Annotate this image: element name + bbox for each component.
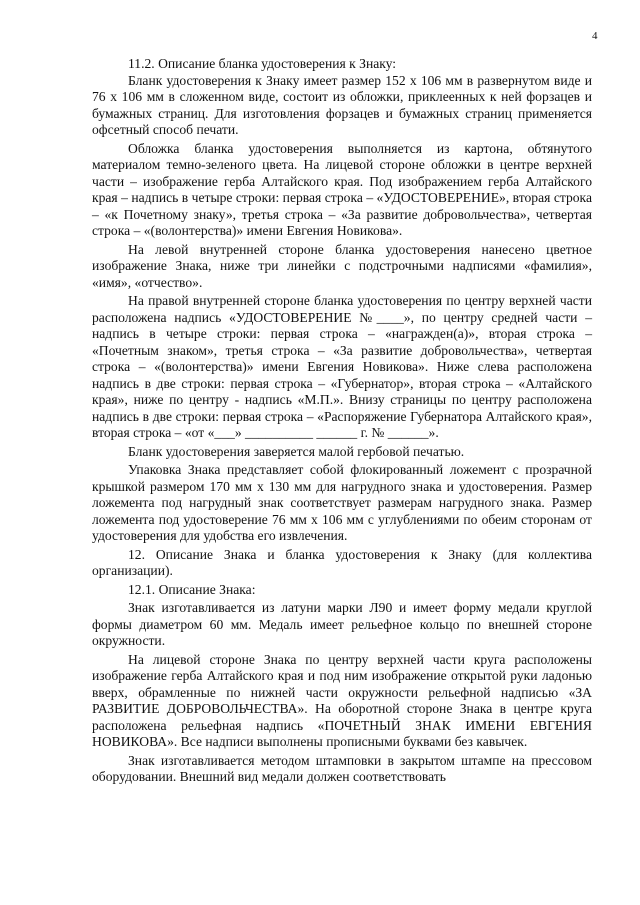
paragraph-packaging: Упаковка Знака представляет собой флокированный ложемент с прозрачной крышкой размером 170 мм х 130 мм для нагрудного знака и удостоверения. Размер ложемента под нагрудный знак соответствует размерам нагрудного знака. Размер ложемента под удостоверение 76 мм х 106 мм с углублениями по обеим сторонам от удостоверения для удобства его извлечения.: [92, 462, 592, 543]
section-heading-12: 12. Описание Знака и бланка удостоверения к Знаку (для коллектива организации).: [92, 546, 592, 578]
page-number: 4: [592, 30, 598, 42]
paragraph-badge-front: На лицевой стороне Знака по центру верхней части круга расположены изображение герба Алтайского края и под ним изображение открытой руки ладонью вверх, обрамленные по нижней части окружности рельефной надписью «ЗА РАЗВИТИЕ ДОБРОВОЛЬЧЕСТВА». На оборотной стороне Знака в центре круга расположена рельефная надпись «ПОЧЕТНЫЙ ЗНАК ИМЕНИ ЕВГЕНИЯ НОВИКОВА». Все надписи выполнены прописными буквами без кавычек.: [92, 651, 592, 749]
paragraph-blank-size: Бланк удостоверения к Знаку имеет размер 152 х 106 мм в развернутом виде и 76 х 106 мм в сложенном виде, состоит из обложки, приклеенных к ней форзацев и бумажных страниц. Для изготовления форзацев и бумажных страниц применяется офсетный способ печати.: [92, 72, 592, 137]
paragraph-left-inner-side: На левой внутренней стороне бланка удостоверения нанесено цветное изображение Знака, ниже три линейки с подстрочными надписями «фамилия», «имя», «отчество».: [92, 241, 592, 290]
section-heading-12-1: 12.1. Описание Знака:: [128, 581, 256, 597]
paragraph-seal: Бланк удостоверения заверяется малой гербовой печатью.: [128, 443, 465, 459]
paragraph-manufacturing: Знак изготавливается методом штамповки в закрытом штампе на прессовом оборудовании. Внешний вид медали должен соответствовать: [92, 752, 592, 784]
document-body: [92, 56, 592, 786]
paragraph-cover: Обложка бланка удостоверения выполняется из картона, обтянутого материалом темно-зеленого цвета. На лицевой стороне обложки в центре верхней части – изображение герба Алтайского края. Под изображением герба Алтайского края – надпись в четыре строки: первая строка – «УДОСТОВЕРЕНИЕ», вторая строка – «к Почетному знаку», третья строка – «За развитие добровольчества», четвертая строка – «(волонтерства)» имени Евгения Новикова».: [92, 140, 592, 238]
paragraph-right-inner-side: На правой внутренней стороне бланка удостоверения по центру верхней части расположена надпись «УДОСТОВЕРЕНИЕ №____», по центру средней части – надпись в четыре строки: первая строка – «награжден(а)», вторая строка – «Почетным знаком», третья строка – «За развитие добровольчества», четвертая строка – «(волонтерства)» имени Евгения Новикова». Ниже слева расположена надпись в две строки: первая строка – «Губернатор», вторая строка – «Алтайского края», ниже по центру - надпись «М.П.». Внизу страницы по центру расположена надпись в две строки: первая строка – «Распоряжение Губернатора Алтайского края», вторая строка – «от «___» __________ ______ г. № ______».: [92, 293, 592, 440]
section-heading-11-2: 11.2. Описание бланка удостоверения к Знаку:: [128, 56, 397, 71]
paragraph-badge-material: Знак изготавливается из латуни марки Л90 и имеет форму медали круглой формы диаметром 60 мм. Медаль имеет рельефное кольцо по внешней стороне окружности.: [92, 600, 592, 648]
